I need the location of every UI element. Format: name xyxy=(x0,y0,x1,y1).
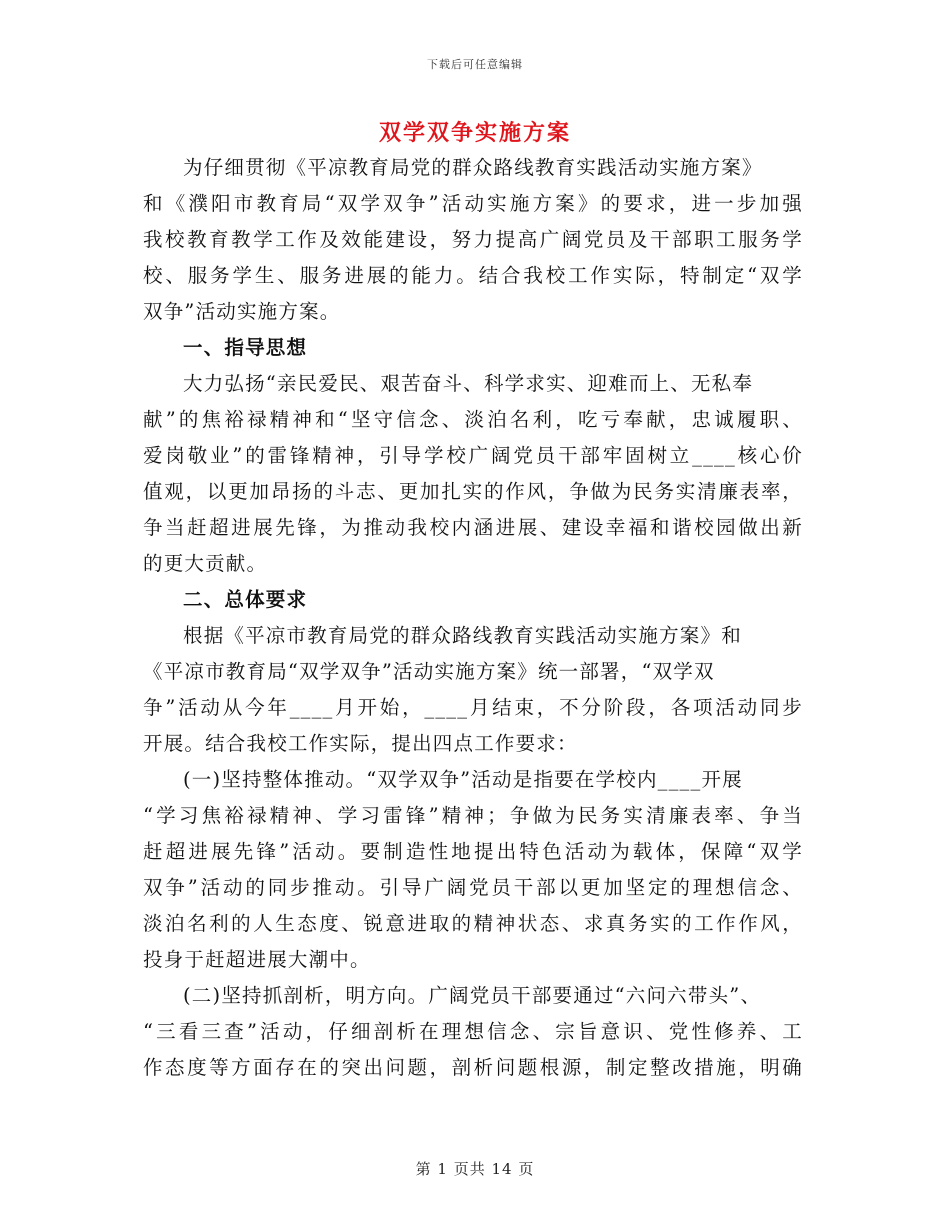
paragraph-line: 争”活动从今年____月开始，____月结束，不分阶段，各项活动同步 xyxy=(143,696,803,719)
section-heading: 二、总体要求 xyxy=(183,588,308,611)
paragraph-line: 投身于赶超进展大潮中。 xyxy=(143,948,371,971)
paragraph-line: 大力弘扬“亲民爱民、艰苦奋斗、科学求实、迎难而上、无私奉 xyxy=(183,372,754,395)
paragraph-line: 开展。结合我校工作实际，提出四点工作要求： xyxy=(143,732,578,755)
paragraph-line: 根据《平凉市教育局党的群众路线教育实践活动实施方案》和 xyxy=(183,624,742,647)
paragraph-line: 淡泊名利的人生态度、锐意进取的精神状态、求真务实的工作作风， xyxy=(143,912,803,935)
paragraph-line: 为仔细贯彻《平凉教育局党的群众路线教育实践活动实施方案》 xyxy=(183,156,763,179)
paragraph-line: (一)坚持整体推动。“双学双争”活动是指要在学校内____开展 xyxy=(183,768,743,791)
paragraph-line: 我校教育教学工作及效能建设，努力提高广阔党员及干部职工服务学 xyxy=(143,228,803,251)
paragraph-line: 双争”活动实施方案。 xyxy=(143,300,341,323)
section-heading: 一、指导思想 xyxy=(183,336,308,359)
paragraph-line: 争当赶超进展先锋，为推动我校内涵进展、建设幸福和谐校园做出新 xyxy=(143,516,803,539)
paragraph-line: 和《濮阳市教育局“双学双争”活动实施方案》的要求，进一步加强 xyxy=(143,192,803,215)
paragraph-line: 双争”活动的同步推动。引导广阔党员干部以更加坚定的理想信念、 xyxy=(143,876,803,899)
paragraph-line: “学习焦裕禄精神、学习雷锋”精神；争做为民务实清廉表率、争当 xyxy=(143,804,803,827)
paragraph-line: 值观，以更加昂扬的斗志、更加扎实的作风，争做为民务实清廉表率， xyxy=(143,480,803,503)
paragraph-line: 献”的焦裕禄精神和“坚守信念、淡泊名利，吃亏奉献，忠诚履职、 xyxy=(143,408,803,431)
paragraph-line: 的更大贡献。 xyxy=(143,552,268,575)
paragraph-line: 作态度等方面存在的突出问题，剖析问题根源，制定整改措施，明确 xyxy=(143,1056,803,1079)
paragraph-line: 校、服务学生、服务进展的能力。结合我校工作实际，特制定“双学 xyxy=(143,264,803,287)
paragraph-line: (二)坚持抓剖析，明方向。广阔党员干部要通过“六问六带头”、 xyxy=(183,984,762,1007)
paragraph-line: 《平凉市教育局“双学双争”活动实施方案》统一部署，“双学双 xyxy=(143,660,715,683)
paragraph-line: 爱岗敬业”的雷锋精神，引导学校广阔党员干部牢固树立____核心价 xyxy=(143,444,803,467)
document-title: 双学双争实施方案 xyxy=(378,121,571,146)
paragraph-line: 赶超进展先锋”活动。要制造性地提出特色活动为载体，保障“双学 xyxy=(143,840,803,863)
document-body xyxy=(143,150,803,1086)
page-number: 第 1 页共 14 页 xyxy=(415,1160,535,1178)
paragraph-line: “三看三查”活动，仔细剖析在理想信念、宗旨意识、党性修养、工 xyxy=(143,1020,803,1043)
header-note: 下载后可任意编辑 xyxy=(427,58,523,71)
